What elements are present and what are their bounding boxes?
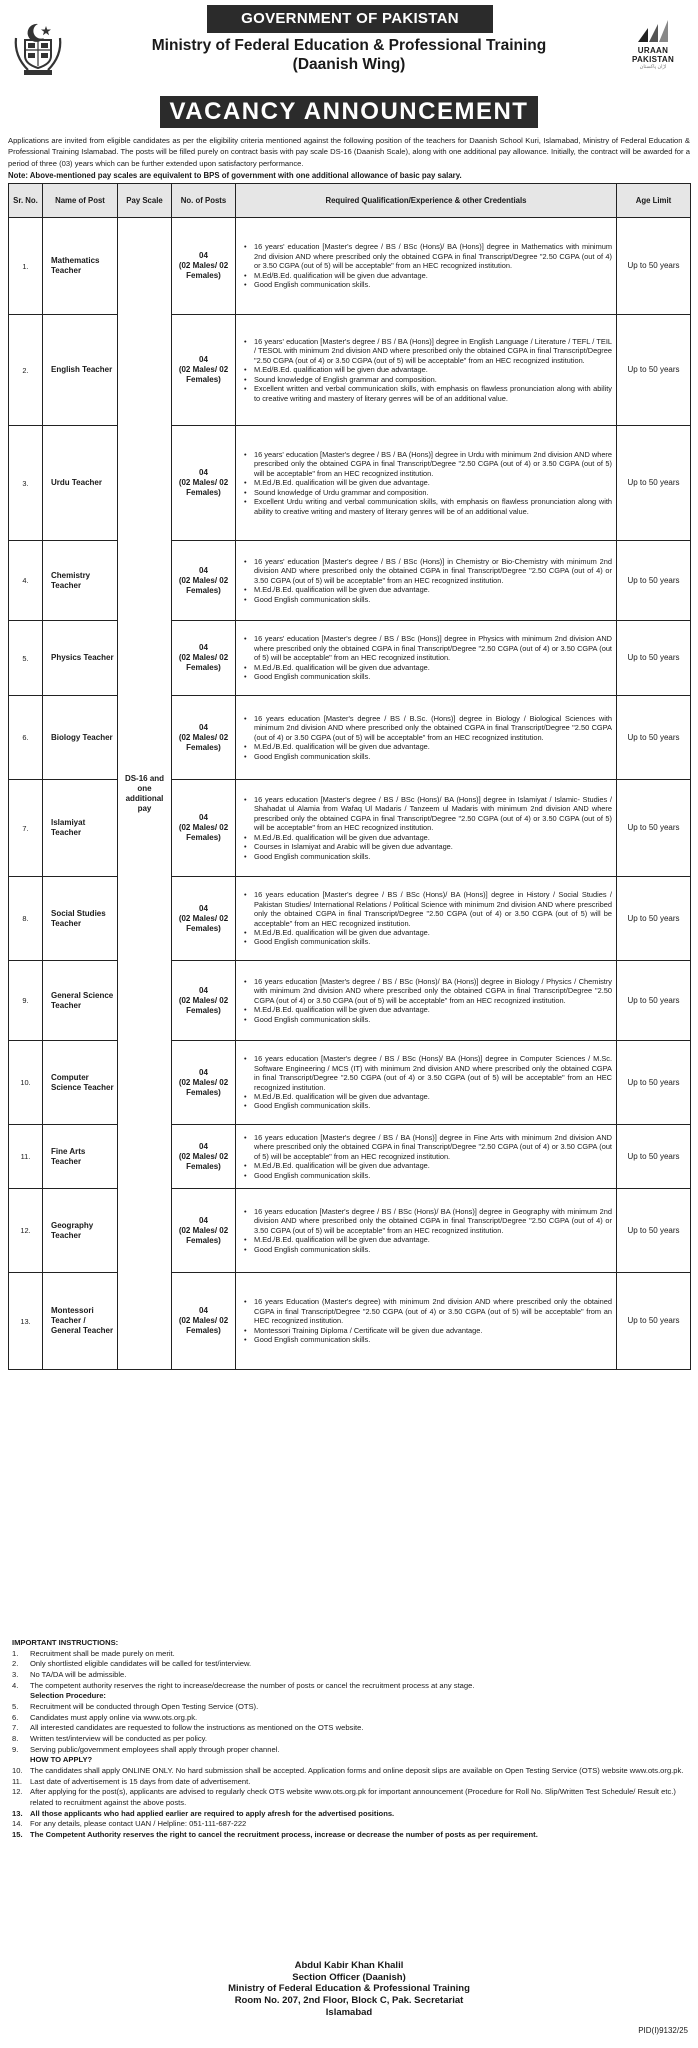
instruction-text: All interested candidates are requested to follow the instructions as mentioned on the OTS website. bbox=[30, 1723, 364, 1733]
serial-number: 7. bbox=[9, 780, 43, 877]
instruction-text: For any details, please contact UAN / Helpline: 051-111-687-222 bbox=[30, 1819, 247, 1829]
posts-count: 04 bbox=[199, 813, 208, 822]
qualification-cell bbox=[236, 1273, 617, 1370]
vacancy-table bbox=[8, 183, 691, 1370]
posts-gender-split: (02 Males/ 02 Females) bbox=[178, 913, 229, 933]
qualification-item: • Good English communication skills. bbox=[240, 752, 612, 761]
posts-count-cell bbox=[172, 696, 236, 780]
posts-gender-split: (02 Males/ 02 Females) bbox=[178, 575, 229, 595]
posts-count: 04 bbox=[199, 985, 208, 995]
posts-gender-split: (02 Males/ 02 Females) bbox=[178, 823, 229, 842]
qualification-cell bbox=[236, 780, 617, 877]
posts-count-cell bbox=[172, 877, 236, 961]
instruction-text: The Competent Authority reserves the right to cancel the recruitment process, increase or decrease the number of posts as per requirement. bbox=[30, 1829, 538, 1839]
qualification-item: • Good English communication skills. bbox=[240, 595, 612, 604]
age-limit: Up to 50 years bbox=[617, 1273, 691, 1370]
uraan-pakistan-logo bbox=[624, 18, 682, 82]
qualification-list bbox=[240, 337, 612, 403]
age-limit: Up to 50 years bbox=[617, 696, 691, 780]
qualification-item: • Good English communication skills. bbox=[240, 1335, 612, 1344]
post-name: English Teacher bbox=[43, 315, 118, 426]
qualification-cell bbox=[236, 426, 617, 541]
posts-gender-split: (02 Males/ 02 Females) bbox=[178, 478, 229, 497]
instruction-subheading bbox=[12, 1755, 688, 1766]
instruction-text: Selection Procedure: bbox=[30, 1691, 106, 1701]
instruction-text: All those applicants who had applied earlier are required to apply afresh for the advertised positions. bbox=[30, 1808, 395, 1818]
instruction-number: 4. bbox=[12, 1680, 19, 1690]
instruction-text: The candidates shall apply ONLINE ONLY. No hard submission shall be accepted. Application forms and online deposit slips are available on Open Testing Service (OTS) website www.ots.org.pk. bbox=[30, 1765, 684, 1775]
intro-paragraph: Applications are invited from eligible candidates as per the eligibility criteria mentioned against the following position of the teachers for Daanish School Kuri, Islamabad, Ministry of Federal Education & Professional Training Islamabad. The posts will be filled purely on contract basis with pay scale DS-16 (Daanish Scale), along with one additional pay allowance. Initially, the contract will be awarded for a period of three (03) years which can be further extended upon satisfactory performance. bbox=[8, 136, 690, 168]
serial-number: 6. bbox=[9, 696, 43, 780]
qualification-item: • Sound knowledge of English grammar and composition. bbox=[240, 375, 612, 384]
post-name: Chemistry Teacher bbox=[43, 541, 118, 621]
instruction-item bbox=[12, 1649, 688, 1660]
qualification-list bbox=[240, 557, 612, 604]
post-name: Biology Teacher bbox=[43, 696, 118, 780]
signatory-name: Abdul Kabir Khan Khalil bbox=[294, 1960, 404, 1971]
posts-count: 04 bbox=[199, 251, 208, 260]
instruction-text: Recruitment shall be made purely on merit. bbox=[30, 1648, 175, 1658]
logo-text-uraan: URAAN bbox=[637, 46, 669, 55]
age-limit: Up to 50 years bbox=[617, 218, 691, 315]
header-post: Name of Post bbox=[43, 184, 118, 218]
age-limit: Up to 50 years bbox=[617, 621, 691, 696]
qualification-list bbox=[240, 1207, 612, 1254]
posts-gender-split: (02 Males/ 02 Females) bbox=[178, 365, 229, 384]
qualification-item: • 16 years education [Master's degree / BS / BSc (Hons)/ BA (Hons)] degree in Geography with minimum 2nd division AND where prescribed only the obtained CGPA in final Transcript/Degree "2.50 CGPA (out of 4) or 3.50 CGPA (out of 5) will be acceptable" from an HEC recognized institution. bbox=[240, 1207, 612, 1235]
serial-number: 11. bbox=[9, 1125, 43, 1189]
qualification-cell bbox=[236, 1125, 617, 1189]
table-row bbox=[9, 621, 691, 696]
posts-count: 04 bbox=[199, 1067, 208, 1077]
qualification-cell bbox=[236, 1189, 617, 1273]
qualification-item: • Courses in Islamiyat and Arabic will be given due advantage. bbox=[240, 842, 612, 851]
posts-gender-split: (02 Males/ 02 Females) bbox=[178, 1151, 229, 1171]
qualification-list bbox=[240, 795, 612, 861]
qualification-item: • M.Ed./B.Ed. qualification will be given due advantage. bbox=[240, 1092, 612, 1101]
posts-count: 04 bbox=[199, 722, 208, 732]
age-limit: Up to 50 years bbox=[617, 1189, 691, 1273]
posts-count-cell bbox=[172, 1041, 236, 1125]
posts-count-cell bbox=[172, 218, 236, 315]
instruction-number: 15. bbox=[12, 1829, 23, 1839]
qualification-item: • M.Ed./B.Ed. qualification will be given due advantage. bbox=[240, 1005, 612, 1014]
qualification-item: • 16 years education [Master's degree / BS / BSc (Hons)/ BA (Hons)] degree in Islamiyat / Islamic- Studies / Shahadat ul Alamia from Wafaq Ul Madaris / Tanzeem ul Madaris with minimum 2nd division AND where prescribed only the obtained CGPA in final Transcript/Degree "2.50 CGPA (out of 4) or 3.50 CGPA (out of 5) will be acceptable" from an HEC recognized institution. bbox=[240, 795, 612, 833]
signatory-designation: Section Officer (Daanish) bbox=[292, 1971, 406, 1983]
qualification-item: • 16 years education [Master's degree / BS / BSc (Hons)/ BA (Hons)] degree in Computer Sciences / M.Sc. Software Engineering / MCS (IT) with minimum 2nd division AND where prescribed only the obtained CGPA in final Transcript/Degree "2.50 CGPA (out of 4) or 3.50 CGPA (out of 5) will be acceptable" from an HEC recognized institution. bbox=[240, 1054, 612, 1092]
qualification-cell bbox=[236, 696, 617, 780]
post-name: Mathematics Teacher bbox=[43, 218, 118, 315]
serial-number: 13. bbox=[9, 1273, 43, 1370]
instruction-item bbox=[12, 1787, 688, 1808]
post-name: Geography Teacher bbox=[43, 1189, 118, 1273]
posts-count: 04 bbox=[199, 355, 208, 364]
qualification-cell bbox=[236, 315, 617, 426]
header-pay: Pay Scale bbox=[118, 184, 172, 218]
age-limit: Up to 50 years bbox=[617, 1041, 691, 1125]
qualification-cell bbox=[236, 1041, 617, 1125]
serial-number: 3. bbox=[9, 426, 43, 541]
qualification-item: • 16 years' education [Master's degree / BS / BSc (Hons)] degree in Physics with minimum 2nd division AND where prescribed only the obtained CGPA in final Transcript/Degree "2.50 CGPA (out of 4) or 3.50 CGPA (out of 5) will be acceptable" from an HEC recognized institution. bbox=[240, 634, 612, 662]
instructions-heading: IMPORTANT INSTRUCTIONS: bbox=[12, 1638, 119, 1647]
instructions-list bbox=[12, 1649, 688, 1841]
instruction-text: After applying for the post(s), applicants are advised to regularly check OTS website www.ots.org.pk for important announcement (Procedure for Roll No. Slip/Written Test Schedule/ Result etc.) related to recruitment against the above posts. bbox=[30, 1787, 676, 1807]
qualification-cell bbox=[236, 218, 617, 315]
post-name: Montessori Teacher / General Teacher bbox=[43, 1273, 118, 1370]
instruction-number: 7. bbox=[12, 1723, 19, 1733]
instruction-item bbox=[12, 1713, 688, 1724]
table-row bbox=[9, 315, 691, 426]
qualification-item: • 16 years education [Master's degree / BS / BSc (Hons)/ BA (Hons)] degree in Biology / Physics / Chemistry with minimum 2nd division AND where prescribed only the obtained CGPA in final Transcript/Degree "2.50 CGPA (out of 4) or 3.50 CGPA (out of 5) will be acceptable" from an HEC recognized institution. bbox=[240, 977, 612, 1005]
instruction-item bbox=[12, 1670, 688, 1681]
table-row bbox=[9, 877, 691, 961]
ministry-name: Ministry of Federal Education & Professional Training bbox=[151, 37, 547, 54]
serial-number: 9. bbox=[9, 961, 43, 1041]
qualification-item: • Good English communication skills. bbox=[240, 1015, 612, 1024]
pid-number: PID(I)9132/25 bbox=[638, 2026, 688, 2035]
serial-number: 5. bbox=[9, 621, 43, 696]
instruction-number: 8. bbox=[12, 1733, 19, 1743]
qualification-item: • M.Ed./B.Ed. qualification will be given due advantage. bbox=[240, 833, 612, 842]
uraan-bars-icon bbox=[636, 18, 670, 44]
age-limit: Up to 50 years bbox=[617, 426, 691, 541]
posts-count: 04 bbox=[199, 643, 208, 652]
posts-gender-split: (02 Males/ 02 Females) bbox=[178, 995, 229, 1015]
serial-number: 10. bbox=[9, 1041, 43, 1125]
posts-count: 04 bbox=[199, 565, 208, 575]
instruction-item bbox=[12, 1659, 688, 1670]
instruction-text: Serving public/government employees shall apply through proper channel. bbox=[30, 1744, 280, 1754]
qualification-list bbox=[240, 1054, 612, 1110]
posts-count-cell bbox=[172, 1125, 236, 1189]
instruction-text: Recruitment will be conducted through Open Testing Service (OTS). bbox=[30, 1701, 259, 1711]
table-row bbox=[9, 696, 691, 780]
instruction-item bbox=[12, 1766, 688, 1777]
table-row bbox=[9, 1041, 691, 1125]
logo-subtext: اڑان پاکستان bbox=[639, 64, 667, 70]
posts-count-cell bbox=[172, 780, 236, 877]
table-row bbox=[9, 541, 691, 621]
posts-count-cell bbox=[172, 315, 236, 426]
header-posts: No. of Posts bbox=[172, 184, 236, 218]
instruction-number: 13. bbox=[12, 1808, 23, 1818]
posts-count: 04 bbox=[199, 1306, 208, 1315]
age-limit: Up to 50 years bbox=[617, 1125, 691, 1189]
table-row bbox=[9, 961, 691, 1041]
instructions-section bbox=[12, 1638, 688, 1840]
serial-number: 4. bbox=[9, 541, 43, 621]
qualification-cell bbox=[236, 877, 617, 961]
signatory-city: Islamabad bbox=[325, 2006, 373, 2018]
qualification-item: • M.Ed./B.Ed. qualification will be given due advantage. bbox=[240, 663, 612, 672]
post-name: Fine Arts Teacher bbox=[43, 1125, 118, 1189]
instruction-text: Last date of advertisement is 15 days from date of advertisement. bbox=[30, 1776, 251, 1786]
posts-gender-split: (02 Males/ 02 Females) bbox=[178, 732, 229, 752]
age-limit: Up to 50 years bbox=[617, 541, 691, 621]
posts-count-cell bbox=[172, 1189, 236, 1273]
qualification-cell bbox=[236, 961, 617, 1041]
pay-scale-note: Note: Above-mentioned pay scales are equivalent to BPS of government with one additional allowance of basic pay salary. bbox=[8, 171, 462, 180]
qualification-item: • M.Ed./B.Ed. qualification will be given due advantage. bbox=[240, 1235, 612, 1244]
table-row bbox=[9, 1125, 691, 1189]
instruction-item bbox=[12, 1702, 688, 1713]
posts-count-cell bbox=[172, 541, 236, 621]
serial-number: 8. bbox=[9, 877, 43, 961]
qualification-list bbox=[240, 1133, 612, 1180]
age-limit: Up to 50 years bbox=[617, 780, 691, 877]
posts-gender-split: (02 Males/ 02 Females) bbox=[178, 261, 229, 280]
qualification-item: • 16 years education [Master's degree / BS / BSc (Hons)/ BA (Hons)] degree in History / Social Studies / Pakistan Studies/ International Relations / Political Science with minimum 2nd division AND where prescribed only the obtained CGPA in final Transcript/Degree "2.50 CGPA (out of 4) or 3.50 CGPA (out of 5) will be acceptable" from an HEC recognized institution. bbox=[240, 890, 612, 928]
instruction-number: 9. bbox=[12, 1744, 19, 1754]
posts-count-cell bbox=[172, 1273, 236, 1370]
posts-gender-split: (02 Males/ 02 Females) bbox=[178, 1077, 229, 1097]
logo-text-pakistan: PAKISTAN bbox=[631, 55, 675, 64]
age-limit: Up to 50 years bbox=[617, 961, 691, 1041]
serial-number: 1. bbox=[9, 218, 43, 315]
signatory-address: Room No. 207, 2nd Floor, Block C, Pak. Secretariat bbox=[234, 1995, 464, 2007]
instruction-text: Written test/interview will be conducted as per policy. bbox=[30, 1733, 207, 1743]
qualification-item: • 16 years' education [Master's degree / BS / BSc (Hons)/ BA (Hons)] degree in Mathematics with minimum 2nd division AND where prescribed only the obtained CGPA in final Transcript/Degree "2.50 CGPA (out of 4) or 3.50 CGPA (out of 5) will be acceptable" from an HEC recognized institution. bbox=[240, 242, 612, 270]
post-name: Physics Teacher bbox=[43, 621, 118, 696]
instruction-number: 10. bbox=[12, 1765, 23, 1775]
instruction-text: Candidates must apply online via www.ots.org.pk. bbox=[30, 1712, 198, 1722]
posts-count: 04 bbox=[199, 468, 208, 477]
qualification-item: • M.Ed./B.Ed. qualification will be given due advantage. bbox=[240, 478, 612, 487]
posts-count-cell bbox=[172, 621, 236, 696]
qualification-item: • Good English communication skills. bbox=[240, 1101, 612, 1110]
instruction-item bbox=[12, 1723, 688, 1734]
qualification-item: • Good English communication skills. bbox=[240, 1245, 612, 1254]
qualification-list bbox=[240, 634, 612, 681]
qualification-item: • 16 years' education [Master's degree / BS / BA (Hons)] degree in English Language / Literature / TEFL / TEIL / TESOL with minimum 2nd division AND where prescribed only the obtained CGPA in final Transcript/Degree "2.50 CGPA (out of 4) or 3.50 CGPA (out of 5) will be acceptable" from an HEC recognized institution. bbox=[240, 337, 612, 365]
qualification-list bbox=[240, 1297, 612, 1344]
post-name: Computer Science Teacher bbox=[43, 1041, 118, 1125]
header-age: Age Limit bbox=[617, 184, 691, 218]
table-row bbox=[9, 780, 691, 877]
qualification-item: • M.Ed/B.Ed. qualification will be given due advantage. bbox=[240, 271, 612, 280]
qualification-item: • Sound knowledge of Urdu grammar and composition. bbox=[240, 488, 612, 497]
header-sr: Sr. No. bbox=[9, 184, 43, 218]
qualification-item: • 16 years Education (Master's degree) with minimum 2nd division AND where prescribed only the obtained CGPA in final Transcript/Degree "2.50 CGPA (out of 4) or 3.50 CGPA (out of 5) will be acceptable" from an HEC recognized institution. bbox=[240, 1297, 612, 1325]
qualification-item: • M.Ed./B.Ed. qualification will be given due advantage. bbox=[240, 1161, 612, 1170]
qualification-item: • Good English communication skills. bbox=[240, 280, 612, 289]
post-name: Urdu Teacher bbox=[43, 426, 118, 541]
qualification-list bbox=[240, 977, 612, 1024]
header-qualification: Required Qualification/Experience & other Credentials bbox=[236, 184, 617, 218]
table-row bbox=[9, 426, 691, 541]
qualification-item: • M.Ed./B.Ed. qualification will be given due advantage. bbox=[240, 585, 612, 594]
posts-count: 04 bbox=[199, 1141, 208, 1151]
qualification-item: • Montessori Training Diploma / Certificate will be given due advantage. bbox=[240, 1326, 612, 1335]
header bbox=[4, 4, 694, 132]
instruction-item bbox=[12, 1809, 688, 1820]
qualification-item: • Good English communication skills. bbox=[240, 852, 612, 861]
instruction-number: 2. bbox=[12, 1659, 19, 1669]
post-name: General Science Teacher bbox=[43, 961, 118, 1041]
instruction-text: HOW TO APPLY? bbox=[30, 1755, 93, 1765]
age-limit: Up to 50 years bbox=[617, 315, 691, 426]
signature-block bbox=[4, 1960, 694, 2019]
pay-scale-cell: DS-16 and one additional pay bbox=[118, 218, 172, 1370]
post-name: Social Studies Teacher bbox=[43, 877, 118, 961]
instruction-number: 3. bbox=[12, 1669, 19, 1679]
qualification-item: • Good English communication skills. bbox=[240, 937, 612, 946]
instruction-number: 5. bbox=[12, 1701, 19, 1711]
government-title: GOVERNMENT OF PAKISTAN bbox=[207, 5, 493, 33]
wing-name: (Daanish Wing) bbox=[292, 56, 406, 73]
posts-gender-split: (02 Males/ 02 Females) bbox=[178, 1316, 229, 1335]
posts-gender-split: (02 Males/ 02 Females) bbox=[178, 1225, 229, 1245]
instruction-item bbox=[12, 1830, 688, 1841]
serial-number: 2. bbox=[9, 315, 43, 426]
instruction-item bbox=[12, 1734, 688, 1745]
post-name: Islamiyat Teacher bbox=[43, 780, 118, 877]
instruction-item bbox=[12, 1819, 688, 1830]
instruction-number: 6. bbox=[12, 1712, 19, 1722]
qualification-cell bbox=[236, 541, 617, 621]
age-limit: Up to 50 years bbox=[617, 877, 691, 961]
instruction-text: The competent authority reserves the right to increase/decrease the number of posts or cancel the recruitment process at any stage. bbox=[30, 1680, 475, 1690]
posts-count: 04 bbox=[199, 1215, 208, 1225]
serial-number: 12. bbox=[9, 1189, 43, 1273]
qualification-item: • 16 years education [Master's degree / BS / BA (Hons)] degree in Fine Arts with minimum 2nd division AND where prescribed only the obtained CGPA in final Transcript/Degree "2.50 CGPA (out of 4) or 3.50 CGPA (out of 5) will be acceptable" from an HEC recognized institution. bbox=[240, 1133, 612, 1161]
qualification-item: • 16 years education [Master's degree / BS / B.Sc. (Hons)] degree in Biology / Biological Sciences with minimum 2nd division AND where prescribed only the obtained CGPA in final Transcript/Degree "2.50 CGPA (out of 4) or 3.50 CGPA (out of 5) will be acceptable" from an HEC recognized institution. bbox=[240, 714, 612, 742]
qualification-item: • 16 years' education [Master's degree / BS / BA (Hons)] degree in Urdu with minimum 2nd division AND where prescribed only the obtained CGPA in final Transcript/Degree "2.50 CGPA (out of 4) or 3.50 CGPA (out of 5) will be acceptable" from an HEC recognized institution. bbox=[240, 450, 612, 478]
table-row bbox=[9, 1189, 691, 1273]
posts-count-cell bbox=[172, 426, 236, 541]
instruction-text: No TA/DA will be admissible. bbox=[30, 1669, 127, 1679]
qualification-item: • Good English communication skills. bbox=[240, 1171, 612, 1180]
signatory-ministry: Ministry of Federal Education & Professional Training bbox=[228, 1983, 470, 1995]
posts-count: 04 bbox=[199, 903, 208, 913]
instruction-item bbox=[12, 1681, 688, 1692]
qualification-item: • 16 years' education [Master's degree / BS / BSc (Hons)] in Chemistry or Bio-Chemistry with minimum 2nd division AND where prescribed only the obtained CGPA in final Transcript/Degree "2.50 CGPA (out of 4) or 3.50 CGPA (out of 5) will be acceptable" from an HEC recognized institution. bbox=[240, 557, 612, 585]
table-header-row bbox=[9, 184, 691, 218]
qualification-list bbox=[240, 242, 612, 289]
government-emblem-icon bbox=[12, 18, 64, 76]
table-body bbox=[9, 218, 691, 1370]
vacancy-title: VACANCY ANNOUNCEMENT bbox=[160, 96, 538, 128]
table-row bbox=[9, 218, 691, 315]
posts-count-cell bbox=[172, 961, 236, 1041]
instruction-number: 14. bbox=[12, 1819, 23, 1829]
instruction-number: 1. bbox=[12, 1648, 19, 1658]
posts-gender-split: (02 Males/ 02 Females) bbox=[178, 653, 229, 672]
instruction-item bbox=[12, 1777, 688, 1788]
instruction-text: Only shortlisted eligible candidates will be called for test/interview. bbox=[30, 1659, 252, 1669]
qualification-item: • Good English communication skills. bbox=[240, 672, 612, 681]
qualification-item: • Excellent written and verbal communication skills, with emphasis on flawless pronunciation along with ability to creative writing and mastery of literary genres will be of an additional value. bbox=[240, 384, 612, 403]
qualification-list bbox=[240, 890, 612, 946]
table-row bbox=[9, 1273, 691, 1370]
instruction-number: 11. bbox=[12, 1776, 22, 1786]
qualification-list bbox=[240, 714, 612, 761]
instruction-item bbox=[12, 1745, 688, 1756]
qualification-item: • M.Ed./B.Ed. qualification will be given due advantage. bbox=[240, 742, 612, 751]
qualification-item: • M.Ed/B.Ed. qualification will be given due advantage. bbox=[240, 365, 612, 374]
qualification-item: • M.Ed./B.Ed. qualification will be given due advantage. bbox=[240, 928, 612, 937]
instruction-number: 12. bbox=[12, 1787, 23, 1797]
qualification-item: • Excellent Urdu writing and verbal communication skills, with emphasis on flawless pronunciation along with ability to creative writing and mastery of literary genres will be of an additional value. bbox=[240, 497, 612, 516]
instruction-subheading bbox=[12, 1691, 688, 1702]
qualification-list bbox=[240, 450, 612, 516]
advertisement-document bbox=[4, 4, 694, 2044]
qualification-cell bbox=[236, 621, 617, 696]
